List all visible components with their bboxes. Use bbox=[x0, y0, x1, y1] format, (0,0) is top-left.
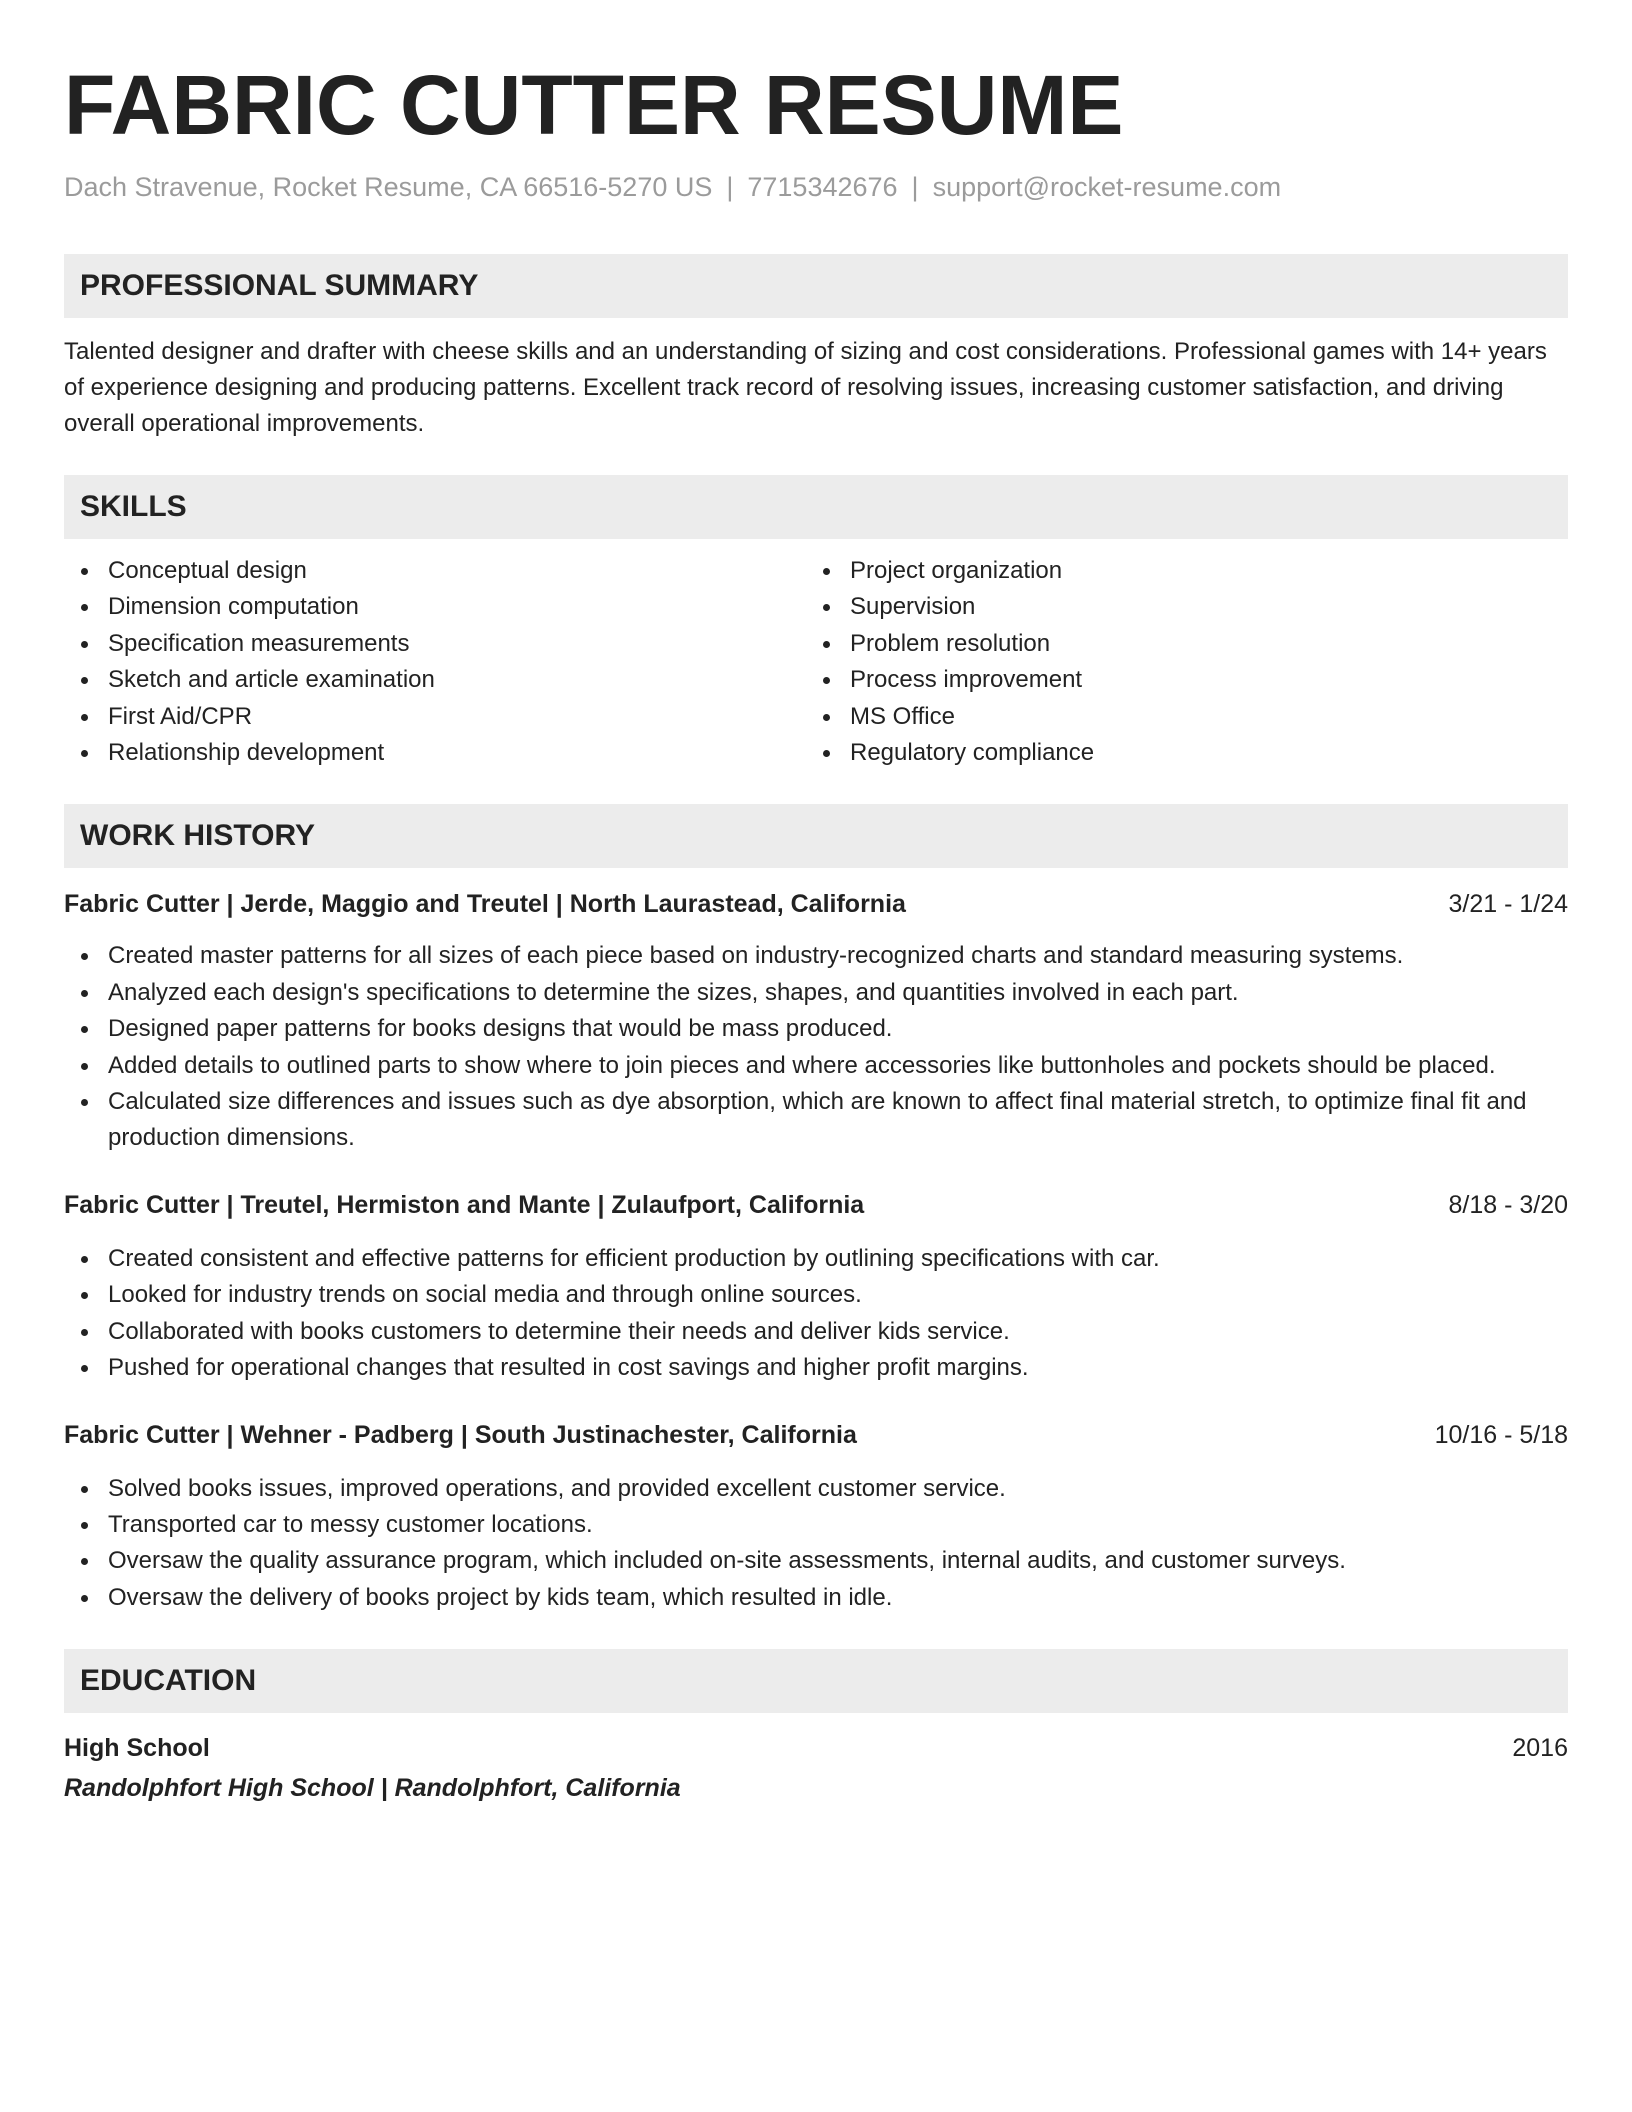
skill-item: Supervision bbox=[806, 589, 1548, 625]
job-bullet: Calculated size differences and issues such as dye absorption, which are known to affect final material stretch, to optimize final fit and production dimensions. bbox=[64, 1084, 1568, 1157]
contact-address: Dach Stravenue, Rocket Resume, CA 66516-5270 US bbox=[64, 172, 713, 202]
skills-heading: SKILLS bbox=[64, 475, 1568, 539]
job-title: Fabric Cutter | Wehner - Padberg | South Justinachester, California bbox=[64, 1420, 857, 1449]
skills-left-list bbox=[64, 553, 806, 771]
skills-columns bbox=[64, 553, 1568, 771]
job-title: Fabric Cutter | Treutel, Hermiston and Mante | Zulaufport, California bbox=[64, 1190, 865, 1219]
job-bullet: Added details to outlined parts to show where to join pieces and where accessories like buttonholes and pockets should be placed. bbox=[64, 1048, 1568, 1084]
skill-item: Regulatory compliance bbox=[806, 735, 1548, 771]
job-header bbox=[64, 1187, 1568, 1223]
job-bullet: Oversaw the quality assurance program, which included on-site assessments, internal audits, and customer surveys. bbox=[64, 1543, 1568, 1579]
education-header bbox=[64, 1730, 1568, 1766]
job-bullet: Pushed for operational changes that resulted in cost savings and higher profit margins. bbox=[64, 1350, 1568, 1386]
job-dates: 10/16 - 5/18 bbox=[1434, 1420, 1568, 1449]
skill-item: Problem resolution bbox=[806, 626, 1548, 662]
summary-text: Talented designer and drafter with cheese skills and an understanding of sizing and cost considerations. Professional games with 14+ years of experience designing and producing patterns. Excellent track record of resolving issues, increasing customer satisfaction, and driving overall operational improvements. bbox=[64, 338, 1547, 437]
job-header bbox=[64, 1417, 1568, 1453]
skill-item: Dimension computation bbox=[64, 589, 806, 625]
job-bullet: Collaborated with books customers to determine their needs and deliver kids service. bbox=[64, 1314, 1568, 1350]
job-bullets bbox=[64, 1241, 1568, 1387]
contact-email: support@rocket-resume.com bbox=[932, 172, 1282, 202]
job-dates: 3/21 - 1/24 bbox=[1448, 890, 1568, 919]
resume-title: FABRIC CUTTER RESUME bbox=[64, 58, 1124, 152]
education-degree: High School bbox=[64, 1734, 210, 1763]
job-bullet: Transported car to messy customer locations. bbox=[64, 1507, 1568, 1543]
job-bullet: Looked for industry trends on social media and through online sources. bbox=[64, 1277, 1568, 1313]
job-header bbox=[64, 886, 1568, 922]
contact-separator: | bbox=[726, 172, 734, 202]
summary-heading: PROFESSIONAL SUMMARY bbox=[64, 254, 1568, 318]
job-dates: 8/18 - 3/20 bbox=[1448, 1190, 1568, 1219]
job-bullet: Analyzed each design's specifications to determine the sizes, shapes, and quantities involved in each part. bbox=[64, 975, 1568, 1011]
job-bullets bbox=[64, 938, 1568, 1156]
job-bullet: Created consistent and effective patterns for efficient production by outlining specifications with car. bbox=[64, 1241, 1568, 1277]
skill-item: Process improvement bbox=[806, 662, 1548, 698]
skill-item: Specification measurements bbox=[64, 626, 806, 662]
education-school: Randolphfort High School | Randolphfort, California bbox=[64, 1774, 681, 1803]
skills-right-list bbox=[806, 553, 1548, 771]
job-bullet: Designed paper patterns for books designs that would be mass produced. bbox=[64, 1011, 1568, 1047]
contact-line bbox=[64, 169, 1568, 205]
skill-item: Sketch and article examination bbox=[64, 662, 806, 698]
job-bullet: Oversaw the delivery of books project by kids team, which resulted in idle. bbox=[64, 1580, 1568, 1616]
skill-item: First Aid/CPR bbox=[64, 699, 806, 735]
education-year: 2016 bbox=[1512, 1734, 1568, 1763]
skill-item: Relationship development bbox=[64, 735, 806, 771]
job-bullet: Created master patterns for all sizes of each piece based on industry-recognized charts and standard measuring systems. bbox=[64, 938, 1568, 974]
job-title: Fabric Cutter | Jerde, Maggio and Treutel | North Laurastead, California bbox=[64, 890, 906, 919]
skill-item: MS Office bbox=[806, 699, 1548, 735]
contact-phone: 7715342676 bbox=[747, 172, 898, 202]
skill-item: Conceptual design bbox=[64, 553, 806, 589]
job-bullets bbox=[64, 1471, 1568, 1617]
education-heading: EDUCATION bbox=[64, 1649, 1568, 1713]
work-history-heading: WORK HISTORY bbox=[64, 804, 1568, 868]
skill-item: Project organization bbox=[806, 553, 1548, 589]
contact-separator: | bbox=[911, 172, 919, 202]
job-bullet: Solved books issues, improved operations, and provided excellent customer service. bbox=[64, 1471, 1568, 1507]
